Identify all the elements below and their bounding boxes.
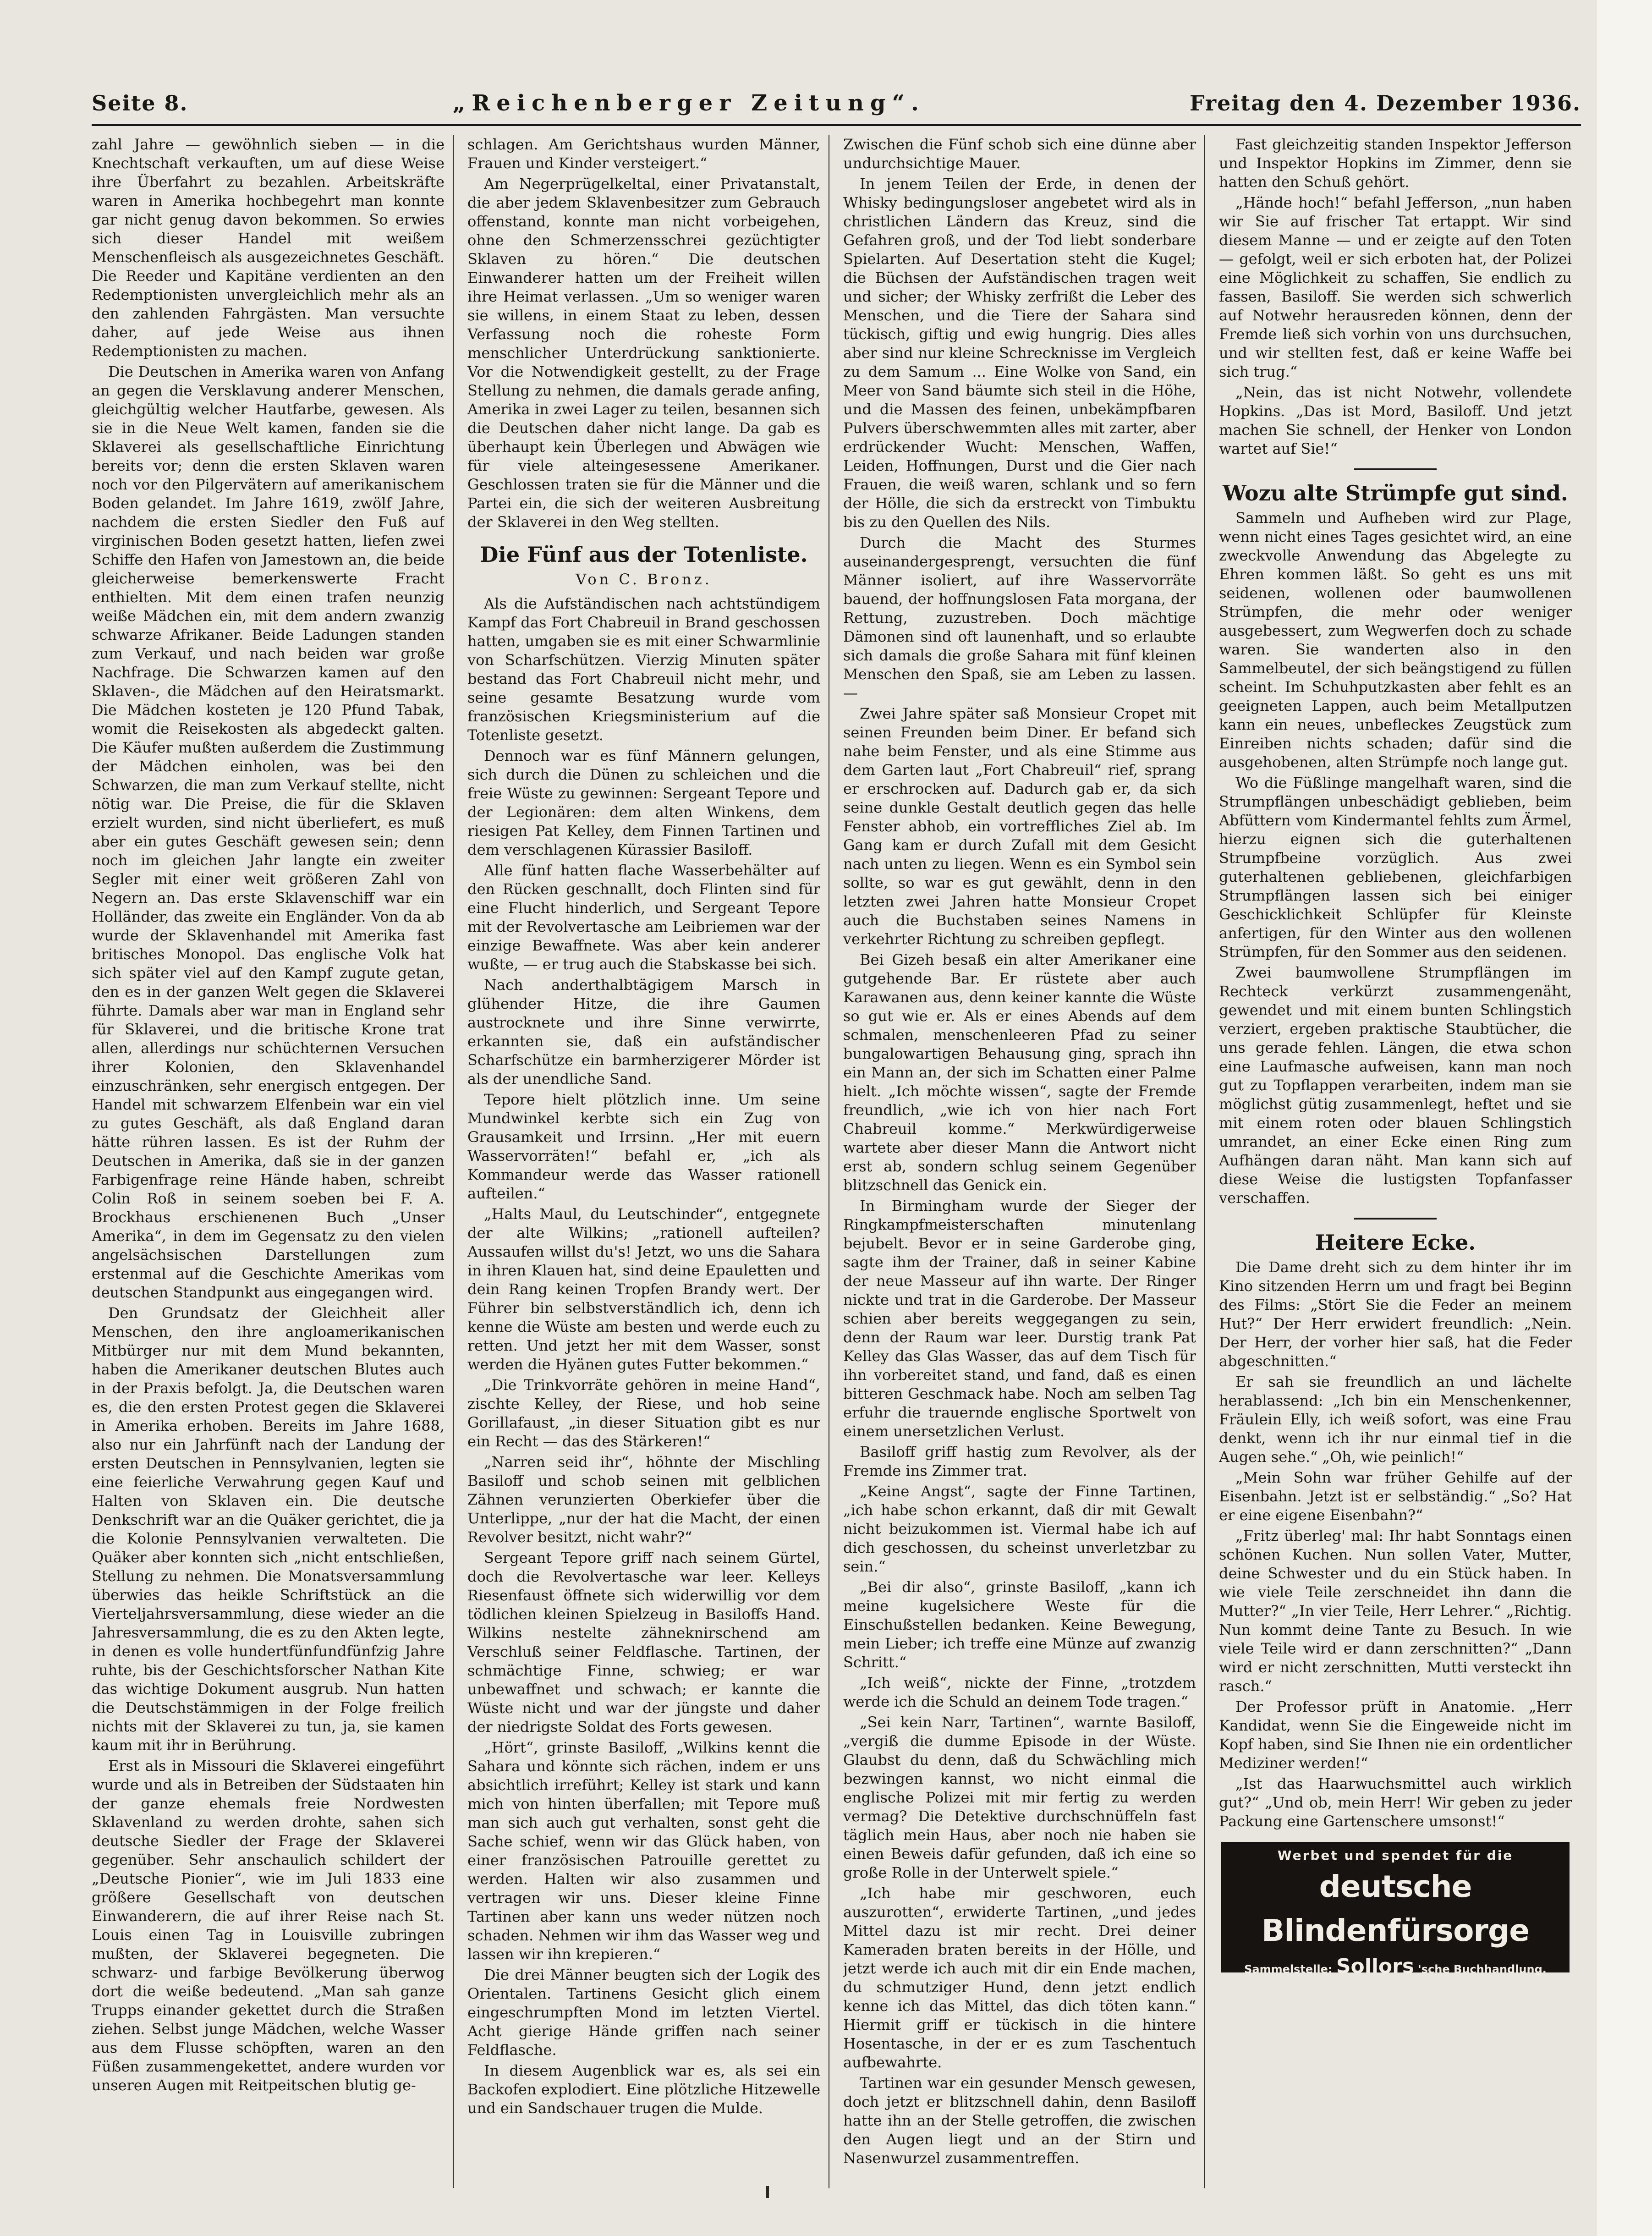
- paragraph: „Nein, das ist nicht Notwehr, vollendete Hopkins. „Das ist Mord, Basiloff. Und jetzt machen Sie schnell, der Henker von London wartet auf Sie!“: [1219, 384, 1572, 457]
- ad-label: Sammelstelle:: [1244, 1963, 1333, 1976]
- print-mark: [766, 2186, 769, 2198]
- paragraph: Erst als in Missouri die Sklaverei eingeführt wurde und als in Betreiben der Südstaaten hin der ganze ehemals freie Nordwesten Sklavenland zu werden drohte, sahen sich deutsche Siedler der Frage der Sklaverei gegenüber. Sehr anschaulich schildert der „Deutsche Pionier“, wie im Juli 1833 eine größere Gesellschaft von deutschen Einwanderern, die auf ihrer Reise nach St. Louis einen Tag in Louisville zubringen mußten, der Sklaverei begegneten. Die schwarz- und farbige Bevölkerung überwog dort die weiße bedeutend. „Man sah ganze Trupps einander gekettet durch die Straßen ziehen. Selbst junge Mädchen, welche Wasser aus dem Flusse schöpften, waren an den Füßen zusammengekettet, andere wurden vor unseren Augen mit Reitpeitschen blutig ge-: [92, 1757, 445, 2094]
- column-3: [843, 135, 1196, 2198]
- article-byline: Von C. Bronz.: [576, 571, 712, 588]
- column-4: [1219, 135, 1572, 2198]
- paragraph: Zwei Jahre später saß Monsieur Cropet mit seinen Freunden beim Diner. Er befand sich nahe beim Fenster, und als eine Stimme aus dem Garten laut „Fort Chabreuil“ rief, sprang er erschrocken auf. Dadurch gab er, da sich seine dunkle Gestalt deutlich gegen das helle Fenster abhob, ein vortreffliches Ziel ab. Im Gang kam er durch Zufall mit dem Gesicht nach unten zu liegen. Wenn es ein Symbol sein sollte, so war es gut gewählt, denn in den letzten zwei Jahren hatte Monsieur Cropet auch die Buchstaben seines Namens in verkehrter Richtung zu schreiben gepflegt.: [843, 705, 1196, 948]
- page-number: Seite 8.: [92, 91, 188, 115]
- section-rule: [1354, 1218, 1437, 1220]
- ad-line-1: Werbet und spendet für die: [1277, 1848, 1514, 1863]
- joke: „Fritz überleg' mal: Ihr habt Sonntags einen schönen Kuchen. Nun sollen Vater, Mutter, deine Schwester und du ein Stück haben. In wie viele Teile zerschneidet ihn dann die Mutter?“ „In vier Teile, Herr Lehrer.“ „Richtig. Nun kommt deine Tante zu Besuch. In wie viele Teile wird er dann zerschnitten?“ „Dann wird er nicht zerschnitten, Mutti versteckt ihn rasch.“: [1219, 1527, 1572, 1695]
- paragraph: „Ich weiß“, nickte der Finne, „trotzdem werde ich die Schuld an deinem Tode tragen.“: [843, 1674, 1196, 1710]
- paragraph: In Birmingham wurde der Sieger der Ringkampfmeisterschaften minutenlang bejubelt. Bevor er in seine Garderobe ging, sagte ihm der Trainer, daß in seiner Kabine der neue Masseur auf ihn warte. Der Ringer nickte und trat in die Garderobe. Der Masseur schien aber bereits weggegangen zu sein, denn der Raum war leer. Durstig trank Pat Kelley das Glas Wasser, das auf dem Tisch für ihn vorbereitet stand, und fand, daß es einen bitteren Geschmack habe. Noch am selben Tag erfuhr die trauernde englische Sportwelt von einem unersetzlichen Verlust.: [843, 1197, 1196, 1440]
- joke: Die Dame dreht sich zu dem hinter ihr im Kino sitzenden Herrn um und fragt bei Beginn des Films: „Stört Sie die Feder an meinem Hut?“ Der Herr erwidert freundlich: „Nein. Der Herr, der vorher hier saß, hat die Feder abgeschnitten.“: [1219, 1258, 1572, 1370]
- paragraph: Zwei baumwollene Strumpflängen im Rechteck verkürzt zusammengenäht, gewendet und mit einem bunten Schlingstich verziert, ergeben praktische Staubtücher, die uns gerade fehlen. Längen, die etwa schon eine Laufmasche aufweisen, kann man noch gut zu Topflappen verarbeiten, indem man sie möglichst gütig zusammenlegt, heftet und sie mit einem roten oder blauen Schlingstich umrandet, an einer Ecke einen Ring zum Aufhängen daran näht. Man kann sich auf diese Weise die lustigsten Topfanfasser verschaffen.: [1219, 964, 1572, 1207]
- paragraph: „Halts Maul, du Leutschinder“, entgegnete der alte Wilkins; „rationell aufteilen? Aussaufen willst du's! Jetzt, wo uns die Sahara in ihren Klauen hat, sind deine Epauletten und dein Rang keinen Tropfen Brandy wert. Der Führer bin selbstverständlich ich, denn ich kenne die Wüste am besten und werde euch zu retten. Und jetzt her mit dem Wasser, sonst werden die Hyänen gutes Futter bekommen.“: [467, 1205, 820, 1373]
- paragraph: Dennoch war es fünf Männern gelungen, sich durch die Dünen zu schleichen und die freie Wüste zu gewinnen: Sergeant Tepore und der Legionären: dem alten Winkens, dem riesigen Pat Kelley, dem Finnen Tartinen und dem verschlagenen Kürassier Basiloff.: [467, 747, 820, 858]
- joke: „Mein Sohn war früher Gehilfe auf der Eisenbahn. Jetzt ist er selbständig.“ „So? Hat er eine eigene Eisenbahn?“: [1219, 1469, 1572, 1524]
- newspaper-page: [69, 76, 1595, 2211]
- paragraph: In diesem Augenblick war es, als sei ein Backofen explodiert. Eine plötzliche Hitzewelle und ein Sandschauer trugen die Mulde.: [467, 2062, 820, 2117]
- paragraph: „Ich habe mir geschworen, euch auszurotten“, erwiderte Tartinen, „und jedes Mittel dazu ist mir recht. Drei deiner Kameraden braten bereits in der Hölle, und jetzt werde ich auch mit dir ein Ende machen, du schmutziger Hund, denn jetzt endlich kenne ich das Mittel, das dich töten kann.“ Hiermit griff er tückisch in die hintere Hosentasche, in der er es zum Taschentuch aufbewahrte.: [843, 1884, 1196, 2071]
- paragraph: „Hände hoch!“ befahl Jefferson, „nun haben wir Sie auf frischer Tat ertappt. Wir sind diesem Manne — und er zeigte auf den Toten — gefolgt, weil er sich erboten hat, der Polizei eine Möglichkeit zu schaffen, Sie endlich zu fassen, Basiloff. Sie werden sich schwerlich auf Notwehr herausreden können, denn der Fremde ließ sich vorhin von uns durchsuchen, und wir stellten fest, daß er keine Waffe bei sich trug.“: [1219, 194, 1572, 380]
- paragraph: „Die Trinkvorräte gehören in meine Hand“, zischte Kelley, der Riese, und hob seine Gorillafaust, „in dieser Situation gibt es nur ein Recht — das des Stärkeren!“: [467, 1376, 820, 1450]
- paragraph: Die drei Männer beugten sich der Logik des Orientalen. Tartinens Gesicht glich einem eingeschrumpften Mond im letzten Viertel. Acht gierige Hände griffen nach seiner Feldflasche.: [467, 1966, 820, 2059]
- ad-line-3: [1221, 1953, 1570, 1983]
- issue-date: Freitag den 4. Dezember 1936.: [1190, 91, 1581, 115]
- column-1: [92, 135, 445, 2198]
- joke: „Ist das Haarwuchsmittel auch wirklich gut?“ „Und ob, mein Herr! Wir geben zu jeder Packung eine Gartenschere umsonst!“: [1219, 1775, 1572, 1830]
- article-title-totenliste: Die Fünf aus der Totenliste.: [480, 542, 808, 567]
- ad-headline: deutsche Blindenfürsorge: [1262, 1869, 1529, 1948]
- header-rule: [92, 124, 1581, 126]
- paragraph: Tepore hielt plötzlich inne. Um seine Mundwinkel kerbte sich ein Zug von Grausamkeit und Irrsinn. „Her mit euern Wasservorräten!“ befahl er, „ich als Kommandeur werde das Wasser rationell aufteilen.“: [467, 1091, 820, 1202]
- joke: Der Professor prüft in Anatomie. „Herr Kandidat, wenn Sie die Eingeweide nicht im Kopf haben, sind Sie Ihnen nie ein ordentlicher Mediziner werden!“: [1219, 1698, 1572, 1772]
- paragraph: Basiloff griff hastig zum Revolver, als der Fremde ins Zimmer trat.: [843, 1443, 1196, 1479]
- column-divider: [453, 135, 454, 2188]
- paragraph: Zwischen die Fünf schob sich eine dünne aber undurchsichtige Mauer.: [843, 136, 1196, 172]
- section-rule: [1354, 468, 1437, 470]
- column-divider: [1204, 135, 1205, 2188]
- paragraph: Sammeln und Aufheben wird zur Plage, wenn nicht eines Tages gesichtet wird, an eine zweckvolle Anwendung das Abgelegte zu Ehren kommen läßt. So geht es uns mit seidenen, wollenen oder baumwollenen Strümpfen, die mehr oder weniger ausgebessert, zum Wegwerfen doch zu schade waren. Sie wanderten also in den Sammelbeutel, der sich beängstigend zu füllen scheint. Im Schuhputzkasten aber fehlt es an geeigneten Lappen, auch beim Metallputzen kann ein neues, unbefleckes Zeugstück zum Einreiben nichts schaden; dafür sind die ausgehobenen, alten Strümpfe noch lange gut.: [1219, 509, 1572, 771]
- paragraph: Den Grundsatz der Gleichheit aller Menschen, den ihre angloamerikanischen Mitbürger nur mit dem Mund bekannten, haben die Amerikaner deutschen Blutes auch in der Praxis befolgt. Ja, die Deutschen waren es, die den ersten Protest gegen die Sklaverei in Amerika erhoben. Bereits im Jahre 1688, also nur ein Jahrfünft nach der Landung der ersten Deutschen in Pennsylvanien, legten sie eine feierliche Verwahrung gegen Kauf und Halten von Sklaven ein. Die deutsche Denkschrift war an die Quäker gerichtet, die ja die Kolonie Pennsylvanien verwalteten. Die Quäker aber konnten sich „nicht entschließen, Stellung zu nehmen. Die Monatsversammlung überwies das heikle Schriftstück an die Vierteljahrsversammlung, diese wieder an die Jahresversammlung, die es zu den Akten legte, in denen es volle hundertfünfundfünfzig Jahre ruhte, bis der Geschichtsforscher Nathan Kite das wichtige Dokument ausgrub. Nun hatten die Deutschstämmigen in der Folge freilich nichts mit der Sklaverei zu tun, ja, sie kamen kaum mit ihr in Berührung.: [92, 1304, 445, 1754]
- ad-shop-name: Sollors: [1336, 1955, 1415, 1978]
- paragraph: Sergeant Tepore griff nach seinem Gürtel, doch die Revolvertasche war leer. Kelleys Riesenfaust öffnete sich widerwillig vor dem tödlichen kleinen Spielzeug in Basiloffs Hand. Wilkins nestelte zähneknirschend am Verschluß seiner Feldflasche. Tartinen, der schmächtige Finne, schwieg; er war unbewaffnet und schwach; er kannte die Wüste nicht und war der jüngste und daher der niedrigste Soldat des Forts gewesen.: [467, 1549, 820, 1736]
- paragraph: Alle fünf hatten flache Wasserbehälter auf den Rücken geschnallt, doch Flinten sind für eine Flucht hinderlich, und Sergeant Tepore mit der Revolvertasche am Leibriemen war der einzige Bewaffnete. Was aber kein anderer wußte, — er trug auch die Stabskasse bei sich.: [467, 862, 820, 973]
- scan-margin: [1597, 0, 1652, 2236]
- paragraph: „Hört“, grinste Basiloff, „Wilkins kennt die Sahara und könnte sich rächen, indem er uns absichtlich irreführt; Kelley ist stark und kann mich von hinten überfallen; mit Tepore muß man sich auch gut verhalten, sonst geht die Sache schief, wenn wir das Glück haben, von einer französischen Patrouille gerettet zu werden. Halten wir also zusammen und vertragen wir uns. Dieser kleine Finne Tartinen aber kann uns weder nützen noch schaden. Nehmen wir ihm das Wasser weg und lassen wir ihn krepieren.“: [467, 1739, 820, 1963]
- newspaper-title: „Reichenberger Zeitung“.: [452, 90, 925, 116]
- paragraph: Bei Gizeh besaß ein alter Amerikaner eine gutgehende Bar. Er rüstete aber auch Karawanen aus, denn keiner kannte die Wüste so gut wie er. Als er eines Abends auf dem schmalen, menschenleeren Pfad zu seiner bungalowartigen Behausung ging, sprach ihn ein Mann an, der sich im Schatten einer Palme hielt. „Ich möchte wissen“, sagte der Fremde freundlich, „wie ich von hier nach Fort Chabreuil komme.“ Merkwürdigerweise wartete aber dieser Mann die Antwort nicht erst ab, sondern schlug seinem Gegenüber blitzschnell das Genick ein.: [843, 951, 1196, 1194]
- blindenfuersorge-ad: [1221, 1842, 1570, 1978]
- paragraph: „Sei kein Narr, Tartinen“, warnte Basiloff, „vergiß die dumme Episode in der Wüste. Glaubst du denn, daß du Schwächling mich bezwingen kannst, wo nicht einmal die englische Polizei mit mir fertig zu werden vermag? Die Detektive durchschnüffeln fast täglich mein Haus, aber noch nie haben sie einen Beweis dafür gefunden, daß ich eine so große Rolle in der Unterwelt spiele.“: [843, 1714, 1196, 1881]
- page-header: [92, 85, 1581, 121]
- paragraph: Wo die Füßlinge mangelhaft waren, sind die Strumpflängen unbeschädigt geblieben, beim Abfüttern vom Kindermantel fehlts zum Ärmel, hierzu eignen sich die guterhaltenen Strumpfbeine vorzüglich. Aus zwei guterhaltenen gebliebenen, gleichfarbigen Strumpflängen lassen sich bei einiger Geschicklichkeit Schlüpfer für Kleinste anfertigen, für den Winter aus den wollenen Strümpfen, für den Sommer aus den seidenen.: [1219, 774, 1572, 961]
- column-2: [467, 135, 820, 2198]
- paragraph: Die Deutschen in Amerika waren von Anfang an gegen die Versklavung anderer Menschen, gleichgültig welcher Hautfarbe, gewesen. Als sie in die Neue Welt kamen, fanden sie die Sklaverei als gesellschaftliche Einrichtung bereits vor; denn die ersten Sklaven waren noch vor den Pilgervätern auf amerikanischem Boden gelandet. Im Jahre 1619, zwölf Jahre, nachdem die ersten Siedler den Fuß auf virginischen Boden gesetzt hatten, liefen zwei Schiffe den Hafen von Jamestown an, die beide gleicherweise bemerkenswerte Fracht enthielten. Mit dem einen trafen neunzig weiße Mädchen ein, mit dem andern zwanzig schwarze Afrikaner. Beide Ladungen standen zum Verkauf, und nach beiden war große Nachfrage. Die Schwarzen kamen auf den Sklaven-, die Mädchen auf den Heiratsmarkt. Die Mädchen kosteten je 120 Pfund Tabak, womit die Reisekosten als abgedeckt galten. Die Käufer mußten außerdem die Zustimmung der Mädchen einholen, was bei den Schwarzen, die man zum Verkauf stellte, nicht nötig war. Die Preise, die für die Sklaven erzielt wurden, sind nicht überliefert, es muß aber ein gutes Geschäft gewesen sein; denn noch im gleichen Jahr langte ein zweiter Segler mit einer weit größeren Zahl von Negern an. Das erste Sklavenschiff war ein Holländer, das zweite ein Engländer. Von da ab wurde der Sklavenhandel mit Amerika fast britisches Monopol. Das englische Volk hat sich später viel auf den Kampf zugute getan, den es in der ganzen Welt gegen die Sklaverei führte. Damals aber war man in England sehr für Sklaverei, und die britische Krone trat allen, allerdings nur schüchternen Versuchen ihrer Kolonien, den Sklavenhandel einzuschränken, sehr energisch entgegen. Der Handel mit schwarzem Elfenbein war ein viel zu gutes Geschäft, als daß England daran hätte rühren lassen. Es ist der Ruhm der Deutschen in Amerika, daß sie in der ganzen Farbigenfrage reine Hände haben, schreibt Colin Roß in seinem soeben bei F. A. Brockhaus erschienenen Buch „Unser Amerika“, in dem im Gegensatz zu den vielen angelsächsischen Darstellungen zum erstenmal auf die Geschichte Amerikas vom deutschen Standpunkt aus eingegangen wird.: [92, 363, 445, 1301]
- paragraph: schlagen. Am Gerichtshaus wurden Männer, Frauen und Kinder versteigert.“: [467, 136, 820, 172]
- paragraph: Als die Aufständischen nach achtstündigem Kampf das Fort Chabreuil in Brand geschossen hatten, umgaben sie es mit einer Schwarmlinie von Scharfschützen. Vierzig Minuten später bestand das Fort Chabreuil nicht mehr, und seine gesamte Besatzung wurde vom französischen Kriegsministerium auf die Totenliste gesetzt.: [467, 595, 820, 744]
- paragraph: Tartinen war ein gesunder Mensch gewesen, doch jetzt er blitzschnell dahin, denn Basiloff hatte ihn an der Stelle getroffen, die zwischen den Augen liegt und an der Stirn und Nasenwurzel zusammentreffen.: [843, 2074, 1196, 2167]
- paragraph: „Bei dir also“, grinste Basiloff, „kann ich meine kugelsichere Weste für die Einschußstellen bedanken. Keine Bewegung, mein Lieber; ich treffe eine Münze auf zwanzig Schritt.“: [843, 1578, 1196, 1671]
- paragraph: Nach anderthalbtägigem Marsch in glühender Hitze, die ihre Gaumen austrocknete und ihre Sinne verwirrte, erkannten sie, daß ein aufständischer Scharfschütze ein barmherzigerer Mörder ist als der unendliche Sand.: [467, 976, 820, 1088]
- paragraph: Am Negerprügelkeltal, einer Privatanstalt, die aber jedem Sklavenbesitzer zum Gebrauch offenstand, konnte man nicht vorbeigehen, ohne den Schmerzensschrei gezüchtigter Sklaven zu hören.“ Die deutschen Einwanderer hatten um der Freiheit willen ihre Heimat verlassen. „Um so weniger waren sie willens, in einem Staat zu leben, dessen Verfassung noch die roheste Form menschlicher Unterdrückung sanktionierte. Vor die Notwendigkeit gestellt, zu der Frage Stellung zu nehmen, die damals gerade anfing, Amerika in zwei Lager zu teilen, besannen sich die Deutschen daher nicht lange. Da gab es überhaupt kein Überlegen und Abwägen wie für viele alteingesessene Amerikaner. Geschlossen traten sie für die Männer und die Partei ein, die sich der weiteren Ausbreitung der Sklaverei in den Weg stellten.: [467, 175, 820, 531]
- article-title-struempfe: Wozu alte Strümpfe gut sind.: [1223, 481, 1568, 505]
- paragraph: „Keine Angst“, sagte der Finne Tartinen, „ich habe schon erkannt, daß dir mit Gewalt nicht beizukommen ist. Viermal habe ich auf dich geschossen, du scheinst unverletzbar zu sein.“: [843, 1483, 1196, 1575]
- paragraph: zahl Jahre — gewöhnlich sieben — in die Knechtschaft verkauften, um auf diese Weise ihre Überfahrt zu bezahlen. Arbeitskräfte waren in Amerika hochbegehrt man konnte gar nicht genug davon bekommen. So erwies sich dieser Handel mit weißem Menschenfleisch als ausgezeichnetes Geschäft. Die Reeder und Kapitäne verdienten an den Redemptionisten unvergleichlich mehr als an den zahlenden Fahrgästen. Man versuchte daher, auf jede Weise aus ihnen Redemptionisten zu machen.: [92, 136, 445, 360]
- article-title-heitere-ecke: Heitere Ecke.: [1315, 1230, 1476, 1255]
- paragraph: In jenem Teilen der Erde, in denen der Whisky bedingungsloser angebetet wird als in christlichen Ländern das Kreuz, sind die Gefahren groß, und der Tod liebt sonderbare Spielarten. Auf Desertation steht die Kugel; die Büchsen der Aufständischen tragen weit und sicher; der Whisky zerfrißt die Leber des Menschen, und die Tiere der Sahara sind tückisch, giftig und ewig hungrig. Dies alles aber sind nur kleine Schrecknisse im Vergleich zu dem Samum ... Eine Wolke von Sand, ein Meer von Sand bäumte sich steil in die Höhe, und die Massen des feinen, unbekämpfbaren Pulvers überschwemmten alles mit zarter, aber erdrückender Wucht: Menschen, Waffen, Leiden, Hoffnungen, Durst und die Gier nach Frauen, die weiß waren, schlank und so fern der Hölle, die sich da erstreckt von Timbuktu bis zu den Quellen des Nils.: [843, 175, 1196, 531]
- paragraph: „Narren seid ihr“, höhnte der Mischling Basiloff und schob seinen mit gelblichen Zähnen verunzierten Oberkiefer über die Unterlippe, „nur der hat die Macht, der einen Revolver besitzt, nicht wahr?“: [467, 1453, 820, 1546]
- paragraph: Durch die Macht des Sturmes auseinandergesprengt, versuchten die fünf Männer isoliert, auf ihre Wasservorräte bauend, der hoffnungslosen Fata morgana, der Rettung, zuzustreben. Doch mächtige Dämonen sind oft launenhaft, und so erlaubte sich damals die große Sahara mit fünf kleinen Menschen den Spaß, sie am Leben zu lassen. —: [843, 534, 1196, 702]
- joke: Er sah sie freundlich an und lächelte herablassend: „Ich bin ein Menschenkenner, Fräulein Elly, ich weiß sofort, was eine Frau denkt, wenn ich ihr nur einmal tief in die Augen sehe.“ „Oh, wie peinlich!“: [1219, 1373, 1572, 1466]
- paragraph: Fast gleichzeitig standen Inspektor Jefferson und Inspektor Hopkins im Zimmer, denn sie hatten den Schuß gehört.: [1219, 136, 1572, 191]
- ad-shop-suffix: 'sche Buchhandlung.: [1418, 1963, 1547, 1976]
